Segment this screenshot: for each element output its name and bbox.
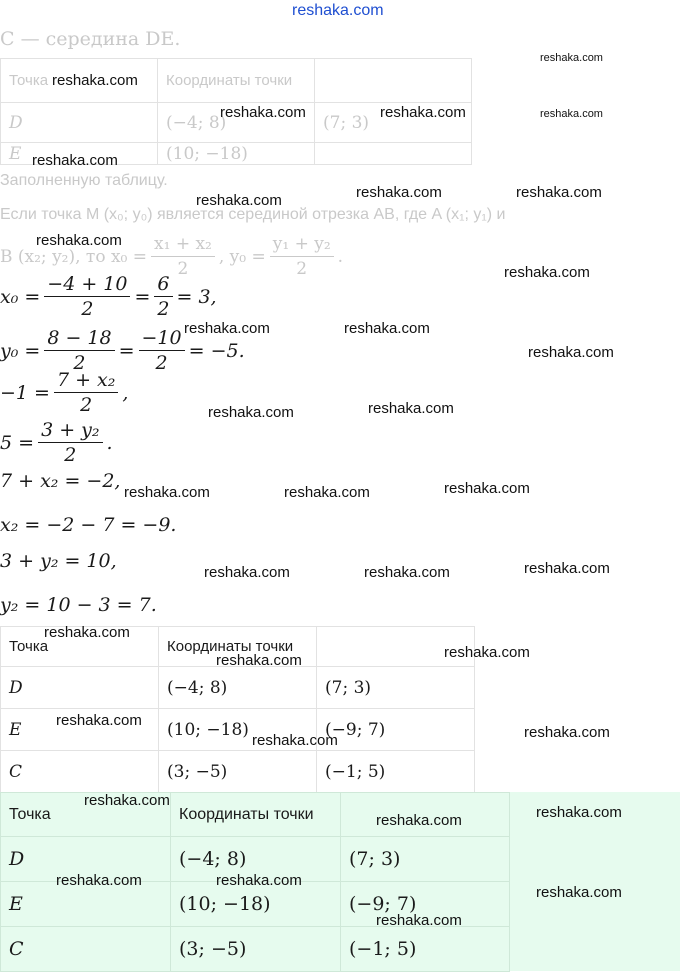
rule-b: B (x₂; y₂), то x₀ =: [0, 246, 148, 267]
watermark: reshaka.com: [344, 320, 430, 337]
watermark: reshaka.com: [184, 320, 270, 337]
faded-header-point: Точка: [1, 59, 158, 103]
watermark: reshaka.com: [36, 232, 122, 249]
watermark: reshaka.com: [220, 104, 306, 121]
watermark: reshaka.com: [540, 108, 603, 120]
intro-text: C — середина DE.: [0, 28, 181, 50]
cell-coord: (−1; 5): [341, 927, 510, 972]
watermark: reshaka.com: [356, 184, 442, 201]
watermark: reshaka.com: [524, 560, 610, 577]
watermark: reshaka.com: [44, 624, 130, 641]
equation-minus1: −1 = $\frac{\text{7 + x₂}}{2}$ ,: [0, 369, 129, 416]
cell-point: C: [1, 751, 159, 793]
cell-coord: (3; −5): [171, 927, 341, 972]
watermark: reshaka.com: [364, 564, 450, 581]
equation-3-plus-y2: 3 + y₂ = 10,: [0, 550, 117, 572]
watermark: reshaka.com: [284, 484, 370, 501]
cell-coord: (7; 3): [317, 667, 475, 709]
watermark: reshaka.com: [376, 912, 462, 929]
cell-coord: (−1; 5): [317, 751, 475, 793]
cell-coord: (−9; 7): [317, 709, 475, 751]
watermark: reshaka.com: [536, 804, 622, 821]
watermark: reshaka.com: [52, 72, 138, 89]
cell-coord: (3; −5): [159, 751, 317, 793]
header-point: Точка: [1, 793, 171, 837]
watermark: reshaka.com: [196, 192, 282, 209]
watermark: reshaka.com: [516, 184, 602, 201]
cell-coord: (−9; 7): [341, 882, 510, 927]
equation-x2: x₂ = −2 − 7 = −9.: [0, 514, 177, 536]
equation-y0: y₀ = $\frac{8 - 18}{2}$ = $\frac{-10}{2}$ = −5.: [0, 327, 245, 374]
watermark: reshaka.com: [444, 480, 530, 497]
watermark: reshaka.com: [376, 812, 462, 829]
header-coords: Координаты точки: [159, 627, 317, 667]
watermark: reshaka.com: [524, 724, 610, 741]
cell-coord: (−4; 8): [171, 837, 341, 882]
cell-coord: (7; 3): [341, 837, 510, 882]
faded-header-extra: [315, 59, 472, 103]
watermark: reshaka.com: [216, 652, 302, 669]
watermark: reshaka.com: [208, 404, 294, 421]
site-link[interactable]: reshaka.com: [292, 2, 384, 19]
watermark: reshaka.com: [504, 264, 590, 281]
faded-cell: D: [1, 103, 158, 143]
faded-cell: (−4; 8): [158, 103, 315, 143]
watermark: reshaka.com: [56, 872, 142, 889]
faded-header-coords: Координаты точки: [158, 59, 315, 103]
cell-point: D: [1, 837, 171, 882]
watermark: reshaka.com: [540, 52, 603, 64]
equation-7-plus-x2: 7 + x₂ = −2,: [0, 470, 121, 492]
faded-cell: [315, 143, 472, 165]
cell-point: D: [1, 667, 159, 709]
cell-point: C: [1, 927, 171, 972]
watermark: reshaka.com: [56, 712, 142, 729]
equation-5: 5 = $\frac{\text{3 + y₂}}{2}$ .: [0, 419, 113, 466]
faded-cell: (7; 3): [315, 103, 472, 143]
equation-y2: y₂ = 10 − 3 = 7.: [0, 594, 157, 616]
rule-x-fraction: $\frac{\text{x₁ + x₂}}{2}$: [151, 232, 215, 281]
cell-coord: (10; −18): [159, 709, 317, 751]
cell-coord: (−4; 8): [159, 667, 317, 709]
rule-y0: , y₀ =: [218, 246, 266, 267]
rule-end: .: [337, 246, 344, 267]
watermark: reshaka.com: [444, 644, 530, 661]
rule-text: Если точка M (x₀; y₀) является серединой отрезка AB, где A (x₁; y₁) и: [0, 206, 506, 223]
cell-point: E: [1, 882, 171, 927]
equation-x0: x₀ = $\frac{-4 + 10}{2}$ = $\frac{6}{2}$ = 3,: [0, 273, 217, 320]
watermark: reshaka.com: [252, 732, 338, 749]
filled-table-label: Заполненную таблицу.: [0, 172, 168, 189]
faded-cell: E: [1, 143, 158, 165]
faded-cell: (10; −18): [158, 143, 315, 165]
watermark: reshaka.com: [124, 484, 210, 501]
watermark: reshaka.com: [32, 152, 118, 169]
watermark: reshaka.com: [204, 564, 290, 581]
watermark: reshaka.com: [380, 104, 466, 121]
watermark: reshaka.com: [84, 792, 170, 809]
rule-y-fraction: $\frac{\text{y₁ + y₂}}{2}$: [270, 232, 334, 281]
watermark: reshaka.com: [536, 884, 622, 901]
header-coords: Координаты точки: [171, 793, 341, 837]
watermark: reshaka.com: [216, 872, 302, 889]
watermark: reshaka.com: [528, 344, 614, 361]
cell-coord: (10; −18): [171, 882, 341, 927]
cell-point: E: [1, 709, 159, 751]
watermark: reshaka.com: [368, 400, 454, 417]
header-point: Точка: [1, 627, 159, 667]
